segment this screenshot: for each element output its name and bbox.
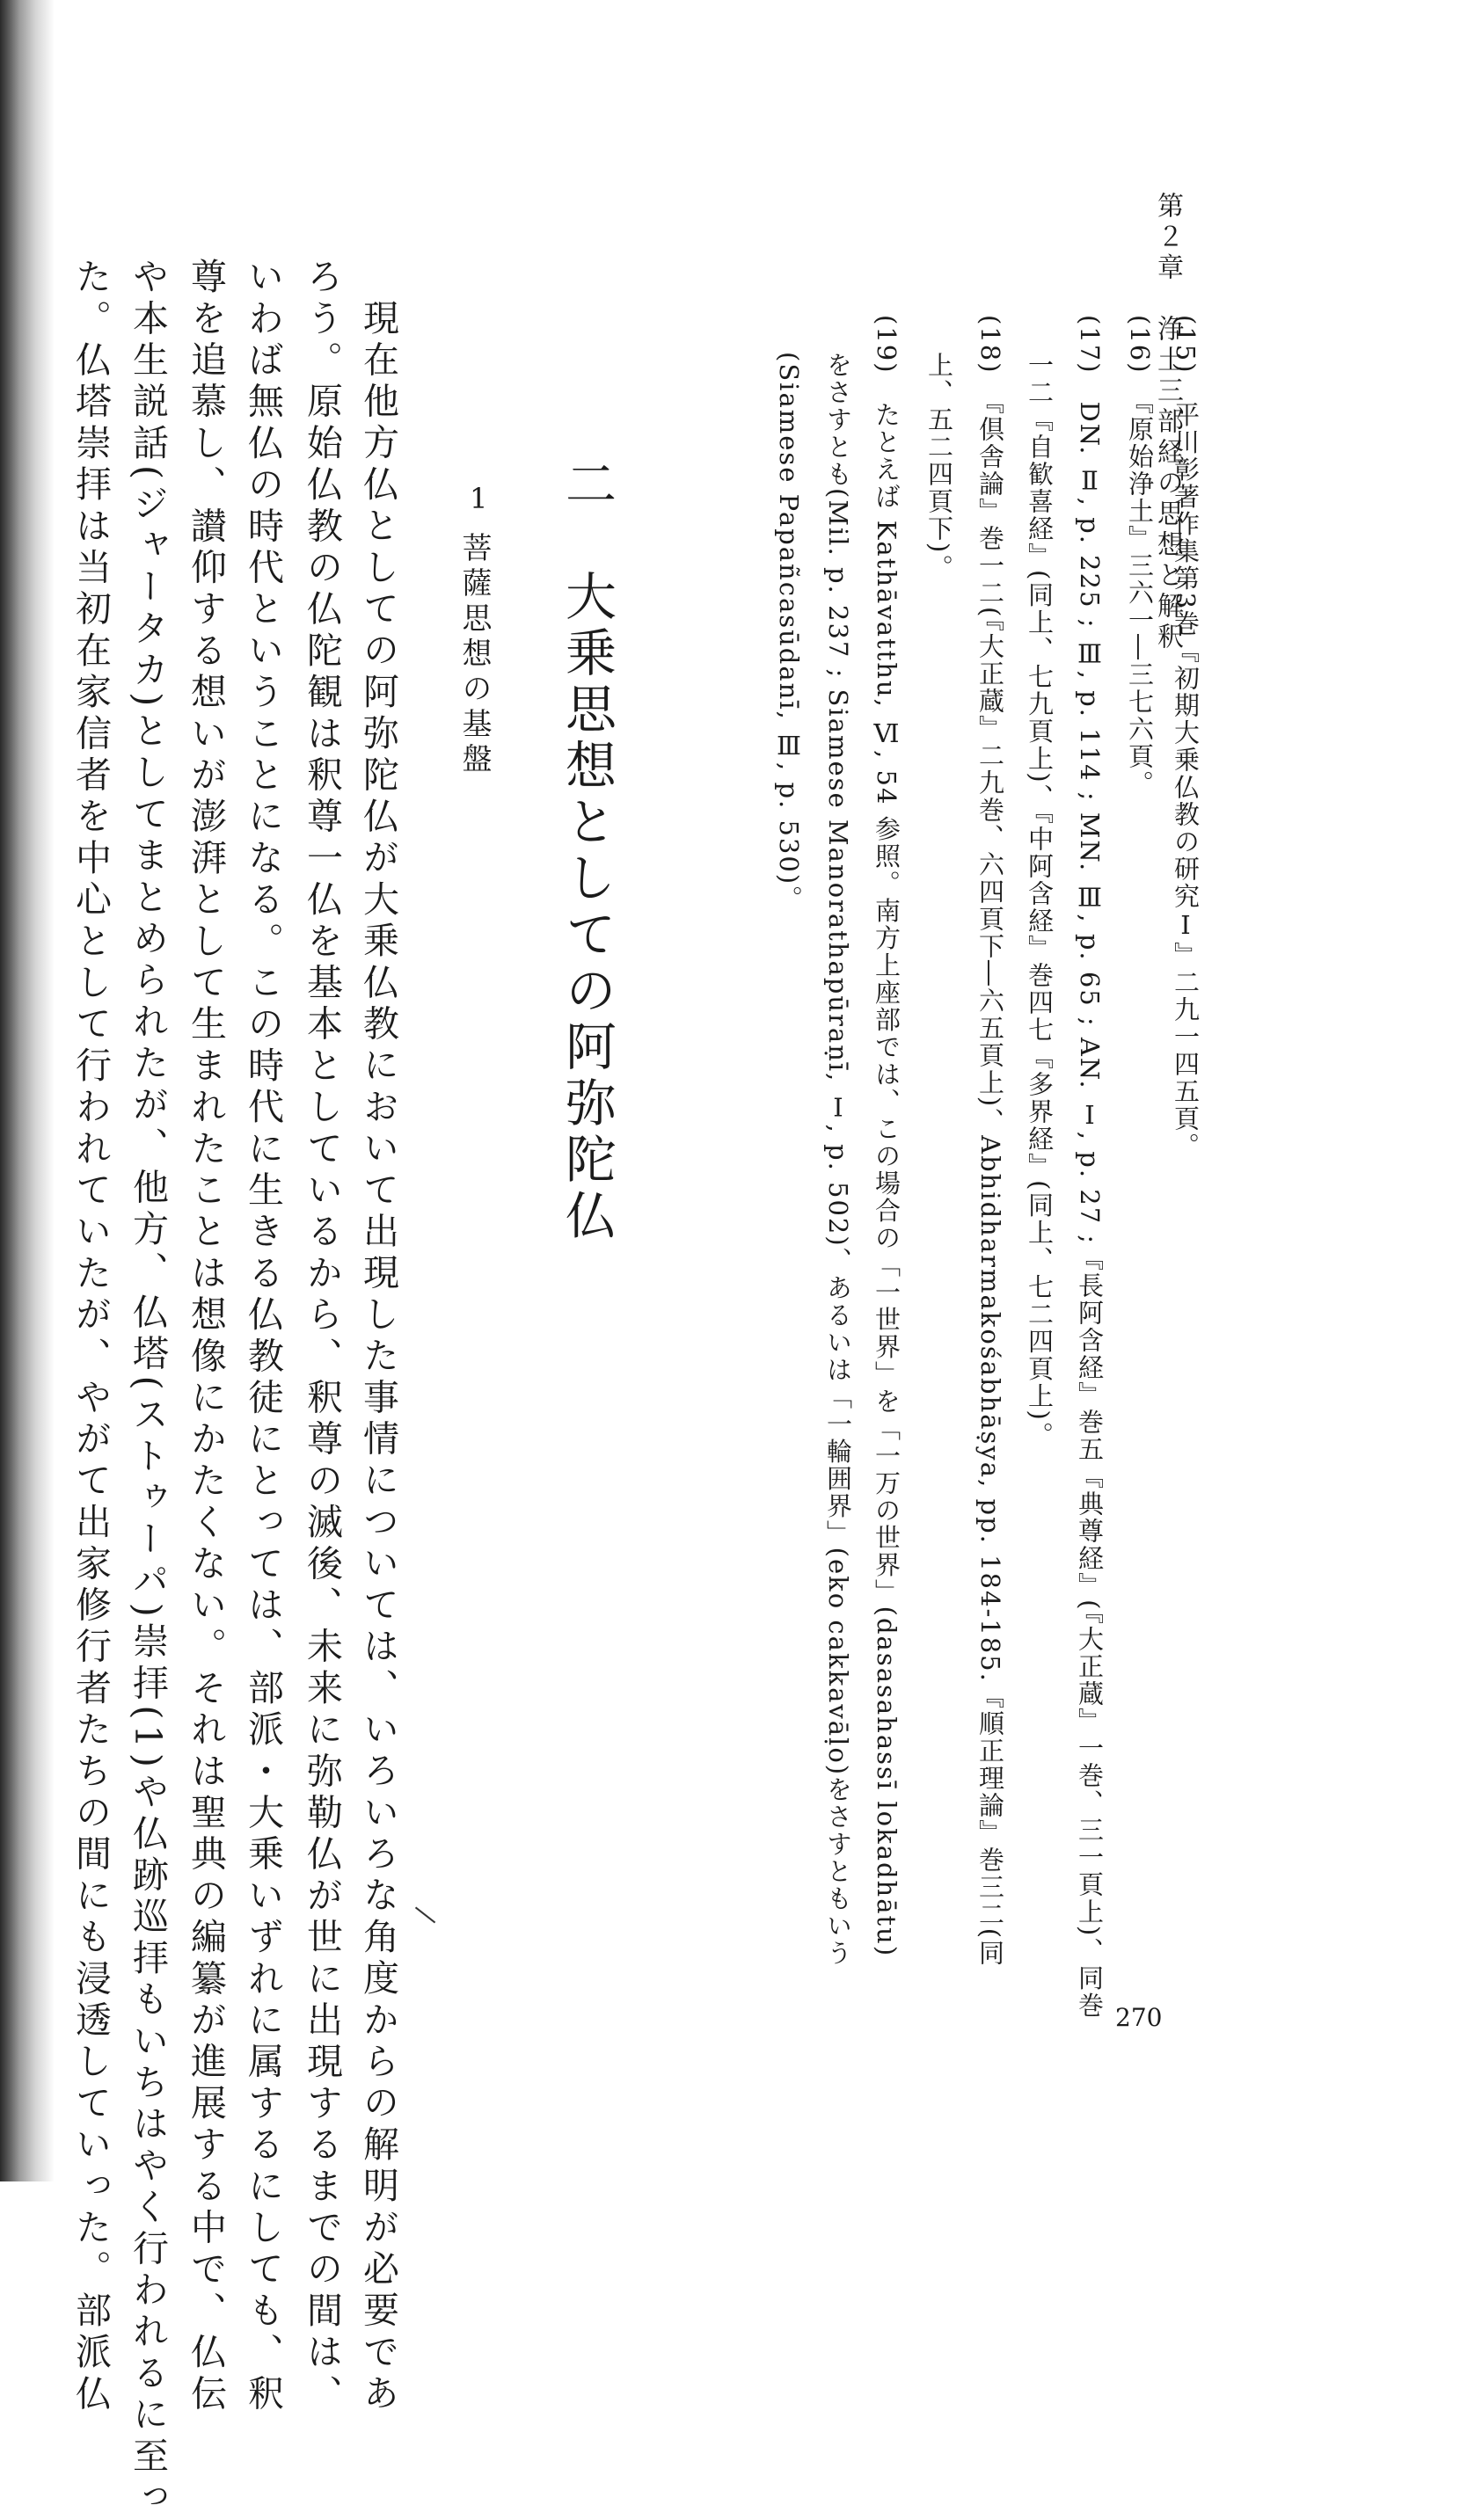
body-line: 現在他方仏としての阿弥陀仏が大乗仏教において出現した事情については、いろいろな角度からの解明が必要であ: [357, 299, 399, 2416]
body-line: ろう。原始仏教の仏陀観は釈尊一仏を基本としているから、釈尊の滅後、未来に弥勒仏が世に出現するまでの間は、: [301, 258, 343, 2416]
footnote-19-cont2: (Siamese Papañcasūdanī, Ⅲ, p. 530)。: [774, 352, 804, 914]
footnote-17-cont: 一二『自歓喜経』(同上、七九頁上)、『中阿含経』巻四七『多界経』(同上、七二四頁上)。: [1025, 352, 1055, 1449]
footnote-15: (15) 平川彰著作集第3巻『初期大乗仏教の研究Ⅰ』二九一四五頁。: [1171, 315, 1201, 1160]
footnote-18: (18) 『倶舎論』巻一二(『大正蔵』二九巻、六四頁下―六五頁上)、Abhidharmakośabhāṣya, pp. 184-185.『順正理論』巻三二(同: [975, 315, 1005, 1968]
footnote-17: (17) DN. Ⅱ, p. 225 ; Ⅲ, p. 114 ; MN. Ⅲ, p. 65 ; AN. Ⅰ, p. 27 ;『長阿含経』巻五『典尊経』(『大正蔵』一巻、三一頁上)、同巻: [1075, 315, 1105, 2020]
body-line: いわば無仏の時代ということになる。この時代に生きる仏教徒にとっては、部派・大乗いずれに属するにしても、釈: [242, 258, 284, 2416]
subsection-title: 菩薩思想の基盤: [456, 532, 492, 778]
footnote-19: (19) たとえば Kathāvatthu, Ⅵ, 54 参照。南方上座部では、この場合の「一世界」を「一万の世界」(dasasahassī lokadhātu): [872, 315, 902, 1958]
running-header: 第２章 浄土三部経の思想と解釈: [1152, 192, 1183, 653]
page-number: 270: [1115, 2003, 1163, 2032]
footnote-18-cont: 上、五二四頁下)。: [924, 352, 954, 582]
scan-binding-shadow: [0, 0, 55, 2181]
body-line: 尊を追慕し、讃仰する想いが澎湃として生まれたことは想像にかたくない。それは聖典の編纂が進展する中で、仏伝: [185, 258, 227, 2416]
footnote-16: (16) 『原始浄土』三六一―三七六頁。: [1125, 315, 1155, 798]
body-line: た。仏塔崇拝は当初在家信者を中心として行われていたが、やがて出家修行者たちの間にも浸透していった。部派仏: [69, 258, 112, 2416]
pencil-mark: [405, 1907, 435, 1936]
section-title: 二 大乗思想としての阿弥陀仏: [557, 457, 617, 1245]
body-line: や本生説話(ジャータカ)としてまとめられたが、他方、仏塔(ストゥーパ)崇拝(1)や仏跡巡拝もいちはやく行われるに至っ: [127, 258, 169, 2520]
footnote-19-cont: をさすとも(Mil. p. 237 ; Siamese Manorathapūraṇī, Ⅰ, p. 502)、あるいは「一輪囲界」(eko cakkavāḷo)をさすともいう: [823, 352, 853, 1968]
subsection-number: 1: [470, 482, 488, 515]
